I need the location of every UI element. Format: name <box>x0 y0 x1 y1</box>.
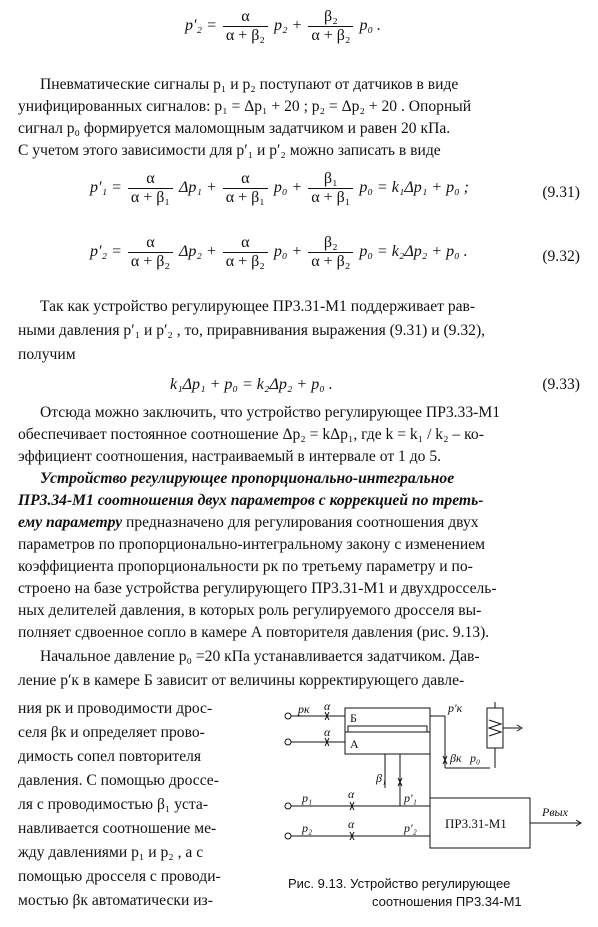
frac-numerator: α <box>223 8 268 27</box>
eq932-term-3: p₀ = k₂Δp₂ + p₀ . <box>359 243 468 261</box>
inlet-p2-circle <box>285 833 291 839</box>
para4-line-4: параметров по пропорционально-интегральному закону с изменением <box>18 536 485 553</box>
eq-top-lhs: p′₂ = <box>185 17 217 35</box>
fig-label-chamber-b: Б <box>350 711 357 725</box>
para5-line-2: ление p′к в камере Б зависит от величины корректирующего давле- <box>18 672 465 689</box>
eq932-frac-1 <box>128 234 173 271</box>
fig-label-p2-prime: p′₂ <box>404 821 417 835</box>
frac-denominator: α + β₂ <box>311 253 351 270</box>
frac-denominator: α + β₁ <box>130 189 170 206</box>
fig-label-controller: ПР3.31-М1 <box>445 816 507 831</box>
para5-line-9: жду давлениями p₁ и p₂ , а с <box>18 844 204 861</box>
para3-line-2: обеспечивает постоянное соотношение Δp₂ = kΔp₁, где k = k₁ / k₂ – ко- <box>18 426 484 443</box>
para5-line-1: Начальное давление p₀ =20 кПа устанавливается задатчиком. Дав- <box>40 648 480 665</box>
para1-line-3: сигнал p₀ формируется маломощным задатчиком и равен 20 кПа. <box>18 120 451 137</box>
equation-9-31 <box>90 170 469 207</box>
para5-line-10: помощью дросселя с проводи- <box>18 868 221 885</box>
frac-numerator: α <box>223 234 268 253</box>
para4-line-6: строено на базе устройства регулирующего ПР3.31-М1 и двухдроссель- <box>18 580 497 597</box>
eq931-frac-3 <box>308 170 353 207</box>
fig-label-pk: pк <box>298 702 310 716</box>
frac-numerator: β₂ <box>308 234 353 253</box>
inlet-pk-circle <box>285 713 291 719</box>
frac-numerator: α <box>128 234 173 253</box>
fig-label-beta1: β₁ <box>376 771 387 785</box>
eq932-lhs: p′₂ = <box>90 243 122 261</box>
fig-label-p1-prime: p′₁ <box>404 791 417 805</box>
frac-denominator: α + β₁ <box>225 189 265 206</box>
frac-denominator: α + β₂ <box>225 27 265 44</box>
eq931-term-2: p₀ + <box>273 179 303 197</box>
eq-top-frac-2 <box>308 8 353 45</box>
frac-denominator: α + β₂ <box>311 27 351 44</box>
para4-line-5: коэффициента пропорциональности pк по третьему параметру и по- <box>18 558 473 575</box>
fig-label-alpha-2: α <box>324 725 331 739</box>
para5-line-6: давления. С помощью дроссе- <box>18 772 219 789</box>
frac-denominator: α + β₁ <box>311 189 351 206</box>
equation-9-33: k₁Δp₁ + p₀ = k₂Δp₂ + p₀ . <box>170 376 333 393</box>
eq932-frac-3 <box>308 234 353 271</box>
fig-label-p0: p₀ <box>470 751 481 765</box>
para5-line-7: ля с проводимостью β₁ уста- <box>18 796 209 813</box>
figure-caption-line-1: Рис. 9.13. Устройство регулирующее <box>288 876 511 891</box>
eq-top-term-p2: p₂ + <box>273 17 303 35</box>
fig-label-beta-k: βк <box>450 751 462 765</box>
para4-line-7: ных делителей давления, в которых роль регулируемого дросселя вы- <box>18 602 482 619</box>
eq932-term-2: p₀ + <box>273 243 303 261</box>
para1-line-2: унифицированных сигналов: p₁ = Δp₁ + 20 ; p₂ = Δp₂ + 20 . Опорный <box>18 98 472 115</box>
eq931-term-1: Δp₁ + <box>178 179 217 197</box>
equation-top <box>185 8 381 45</box>
eq-top-term-p0: p₀ . <box>359 17 382 35</box>
fig-label-alpha-4: α <box>348 817 355 831</box>
para2-line-1: Так как устройство регулирующее ПР3.31-М1 поддерживает рав- <box>40 298 476 315</box>
para5-line-8: навливается соотношение ме- <box>18 820 217 837</box>
frac-denominator: α + β₂ <box>130 253 170 270</box>
para2-line-2: ными давления p′₁ и p′₂ , то, приравнивания выражения (9.31) и (9.32), <box>18 322 486 339</box>
figure-caption-line-2: соотношения ПР3.34-М1 <box>372 894 522 909</box>
para5-line-5: димость сопел повторителя <box>18 748 202 765</box>
para3-line-3: эффициент соотношения, настраиваемый в интервале от 1 до 5. <box>18 448 442 465</box>
frac-numerator: α <box>223 170 268 189</box>
para4-line-8: полняет сдвоенное сопло в камере А повторителя давления (рис. 9.13). <box>18 624 490 641</box>
eq931-term-3: p₀ = k₁Δp₁ + p₀ ; <box>359 179 470 197</box>
inlet-a-circle <box>285 739 291 745</box>
fig-label-output: Pвых <box>542 805 568 819</box>
para1-line-1: Пневматические сигналы p₁ и p₂ поступают от датчиков в виде <box>40 76 459 93</box>
para4-line-3-rest: предназначено для регулирования соотношения двух <box>122 514 479 531</box>
fig-label-p1: p₁ <box>302 791 313 805</box>
para5-line-11: мостью βк автоматически из- <box>18 892 213 909</box>
para1-line-4: С учетом этого зависимости для p′₁ и p′₂ можно записать в виде <box>18 142 441 159</box>
eq932-term-1: Δp₂ + <box>178 243 217 261</box>
equation-9-32 <box>90 234 468 271</box>
eq931-number: (9.31) <box>542 184 580 201</box>
eq932-frac-2 <box>223 234 268 271</box>
eq931-frac-2 <box>223 170 268 207</box>
eq-top-frac-1 <box>223 8 268 45</box>
fig-label-alpha-1: α <box>324 702 331 713</box>
para3-line-1: Отсюда можно заключить, что устройство регулирующее ПР3.33-М1 <box>40 404 501 421</box>
eq931-frac-1 <box>128 170 173 207</box>
frac-numerator: α <box>128 170 173 189</box>
eq932-number: (9.32) <box>542 248 580 265</box>
fig-label-alpha-3: α <box>348 787 355 801</box>
frac-numerator: β₂ <box>308 8 353 27</box>
figure-9-13-diagram <box>280 702 590 867</box>
inlet-p1-circle <box>285 803 291 809</box>
eq933-number: (9.33) <box>542 376 580 393</box>
para4-line-3-bold: ему параметру <box>18 514 123 531</box>
para4-line-2: ПР3.34-М1 соотношения двух параметров с коррекцией по треть- <box>18 492 484 509</box>
fig-label-chamber-a: А <box>350 737 359 751</box>
fig-label-pk-prime: p′к <box>448 702 463 715</box>
frac-numerator: β₁ <box>308 170 353 189</box>
para5-line-4: селя βк и определяет прово- <box>18 724 205 741</box>
para2-line-3: получим <box>18 346 76 363</box>
fig-label-p2: p₂ <box>302 821 313 835</box>
para4-line-1: Устройство регулирующее пропорционально-интегральное <box>40 470 455 487</box>
eq931-lhs: p′₁ = <box>90 179 122 197</box>
para4-line-3 <box>18 514 479 532</box>
frac-denominator: α + β₂ <box>225 253 265 270</box>
para5-line-3: ния pк и проводимости дрос- <box>18 700 213 717</box>
